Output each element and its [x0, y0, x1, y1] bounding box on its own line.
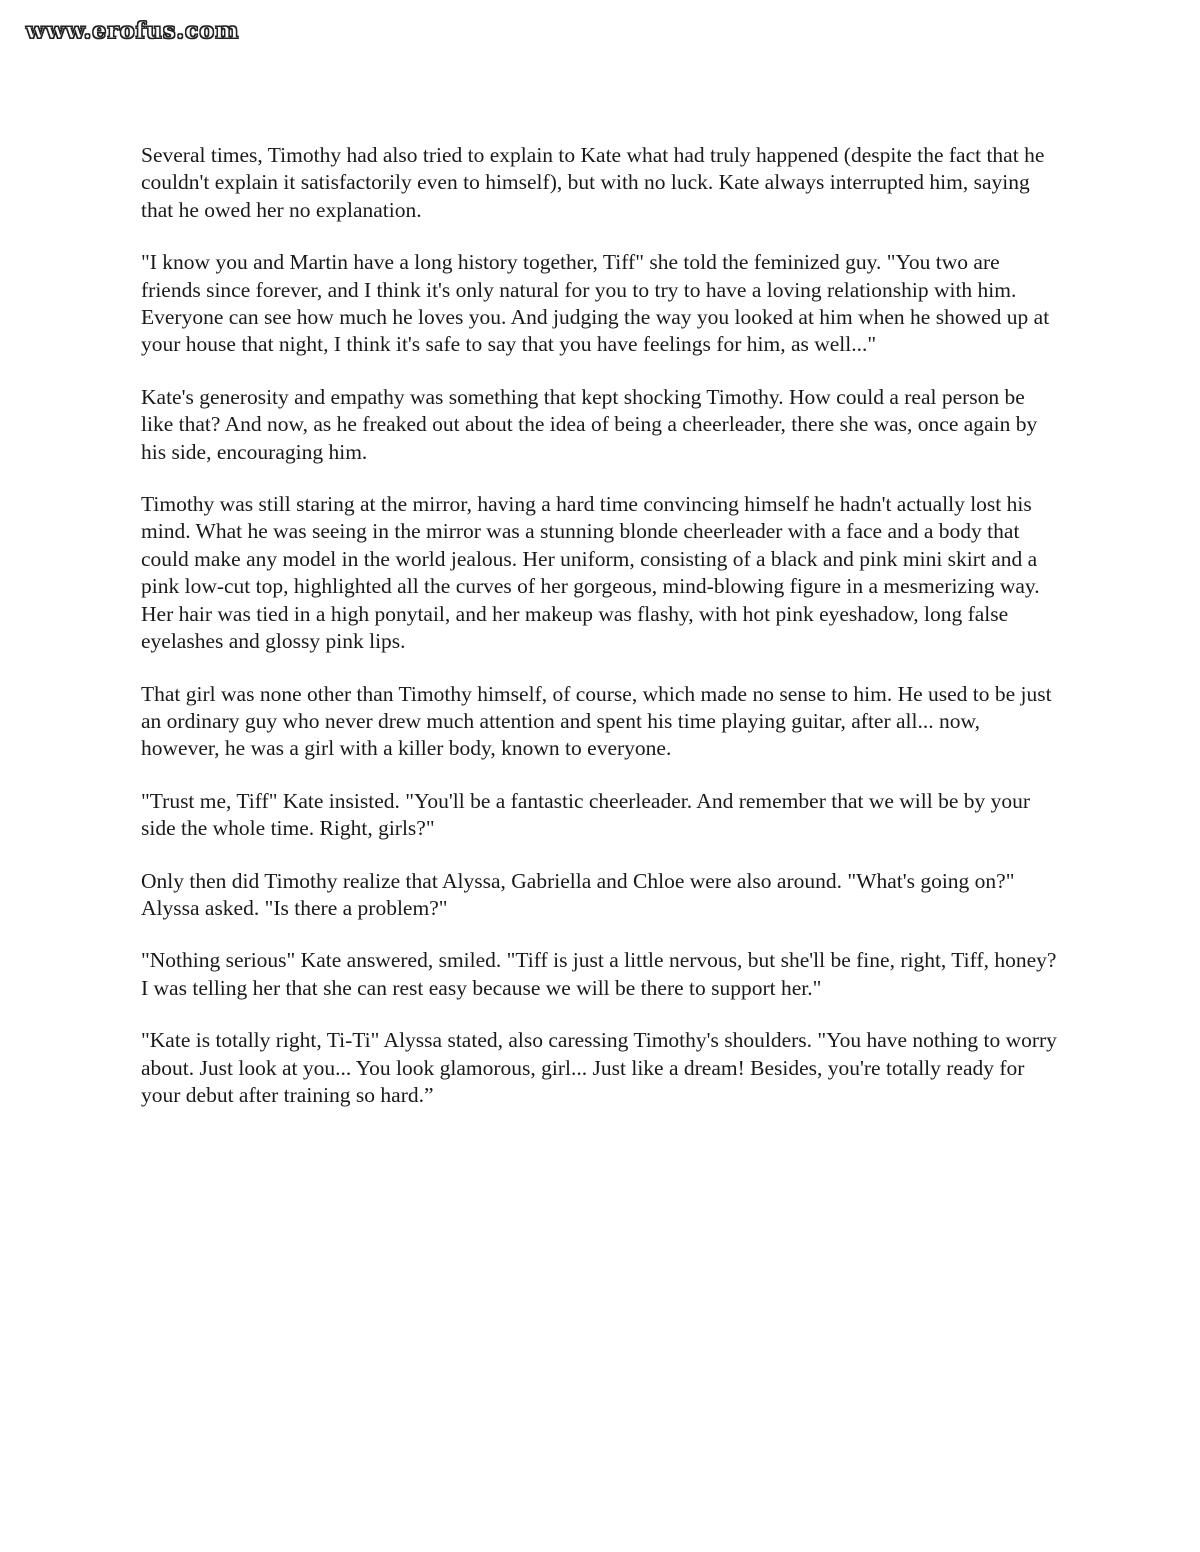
paragraph: "Trust me, Tiff" Kate insisted. "You'll be a fantastic cheerleader. And remember that we will be by your side the whole time. Right, girls?" — [141, 788, 1031, 841]
site-watermark: www.erofus.com — [26, 18, 240, 44]
paragraph: "I know you and Martin have a long history together, Tiff" she told the feminized guy. "You two are friends since forever, and I think it's only natural for you to try to have a loving relationship with him. Everyone can see how much he loves you. And judging the way you looked at him when he showed up at your house that night, I think it's safe to say that you have feelings for him, as well..." — [141, 250, 1050, 357]
paragraph: Timothy was still staring at the mirror, having a hard time convincing himself he hadn't actually lost his mind. What he was seeing in the mirror was a stunning blonde cheerleader with a face and a body that could make any model in the world jealous. Her uniform, consisting of a black and pink mini skirt and a pink low-cut top, highlighted all the curves of her gorgeous, mind-blowing figure in a mesmerizing way. Her hair was tied in a high ponytail, and her makeup was flashy, with hot pink eyeshadow, long false eyelashes and glossy pink lips. — [141, 492, 1040, 654]
paragraph: Several times, Timothy had also tried to explain to Kate what had truly happened (despite the fact that he couldn't explain it satisfactorily even to himself), but with no luck. Kate always interrupted him, saying that he owed her no explanation. — [141, 143, 1045, 222]
paragraph: "Kate is totally right, Ti-Ti" Alyssa stated, also caressing Timothy's shoulders. "You have nothing to worry about. Just look at you... You look glamorous, girl... Just like a dream! Besides, you're totally ready for your debut after training so hard.” — [141, 1028, 1057, 1107]
paragraph: "Nothing serious" Kate answered, smiled. "Tiff is just a little nervous, but she'll be fine, right, Tiff, honey? I was telling her that she can rest easy because we will be there to support her." — [141, 948, 1057, 1000]
paragraph: That girl was none other than Timothy himself, of course, which made no sense to him. He used to be just an ordinary guy who never drew much attention and spent his time playing guitar, after all... now, however, he was a girl with a killer body, known to everyone. — [141, 681, 1052, 761]
paragraph: Kate's generosity and empathy was something that kept shocking Timothy. How could a real person be like that? And now, as he freaked out about the idea of being a cheerleader, there she was, once again by his side, encouraging him. — [141, 384, 1038, 464]
paragraph: Only then did Timothy realize that Alyssa, Gabriella and Chloe were also around. "What's going on?" Alyssa asked. "Is there a problem?" — [141, 868, 1015, 920]
document-page — [141, 142, 1061, 1134]
